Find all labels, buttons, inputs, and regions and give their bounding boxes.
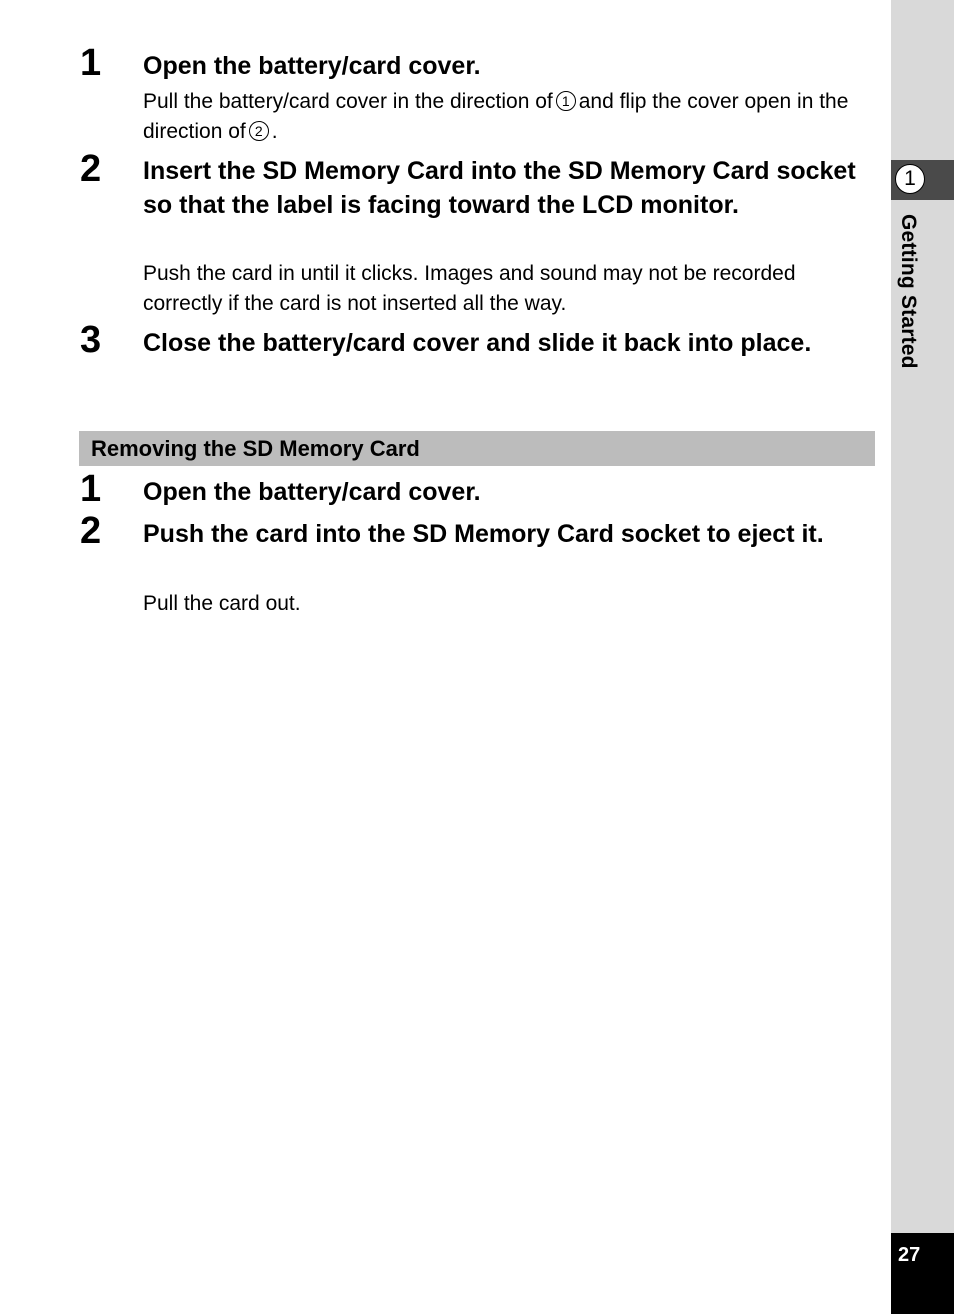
step-title: Open the battery/card cover.	[143, 52, 481, 80]
step-title: Close the battery/card cover and slide it back into place.	[143, 329, 812, 357]
step-body-text: Pull the battery/card cover in the direction of	[143, 90, 553, 113]
page-number: 27	[898, 1244, 921, 1266]
step-body: Push the card in until it clicks. Images and sound may not be recorded correctly if the card is not inserted all the way.	[143, 262, 796, 315]
chapter-title: Getting Started	[897, 214, 920, 369]
step-body-text: .	[271, 120, 278, 143]
step-number: 3	[80, 319, 102, 361]
step-title: Push the card into the SD Memory Card socket to eject it.	[143, 520, 824, 548]
step-body-text: and flip the cover open in the direction of	[143, 90, 849, 143]
chapter-number: 1	[895, 164, 925, 194]
section-header: Removing the SD Memory Card	[79, 431, 875, 466]
step-number: 2	[80, 148, 102, 190]
step-number: 1	[80, 468, 102, 510]
step-number: 1	[80, 42, 102, 84]
step-body	[143, 87, 878, 147]
step-title: Open the battery/card cover.	[143, 478, 481, 506]
step-title: Insert the SD Memory Card into the SD Memory Card socket so that the label is facing toward the LCD monitor.	[143, 157, 856, 219]
direction-2-icon: 2	[249, 121, 269, 141]
step-body: Pull the card out.	[143, 592, 301, 615]
step-number: 2	[80, 510, 102, 552]
direction-1-icon: 1	[556, 91, 576, 111]
